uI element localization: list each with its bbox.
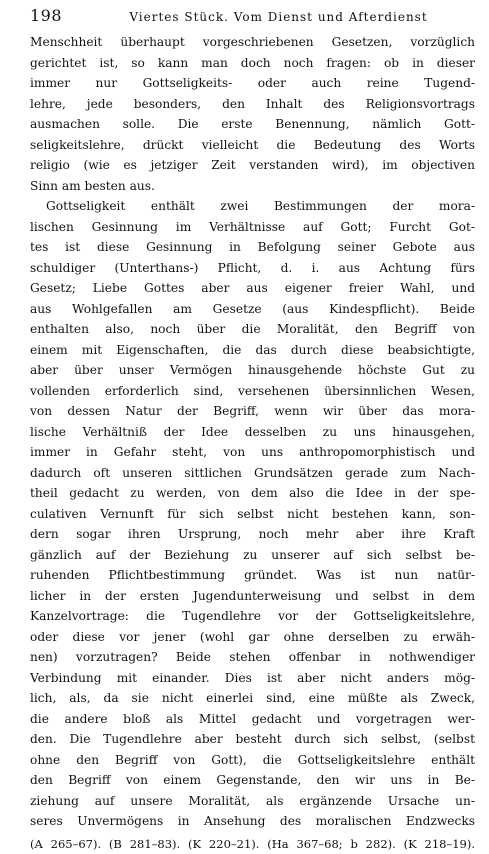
text-line: Gottseligkeit enthält zwei Bestimmungen der mora- bbox=[46, 199, 475, 213]
edition-references: (A 265–67). (B 281–83). (K 220–21). (Ha 367–68; b 282). (K 218–19). bbox=[30, 836, 475, 851]
text-line: tes ist diese Gesinnung in Befolgung seiner Gebote aus bbox=[30, 240, 475, 254]
text-line: Kanzelvortrage: die Tugendlehre vor der Gottseligkeitslehre, bbox=[30, 609, 475, 623]
text-line: aus Wohlgefallen am Gesetze (aus Kindespflicht). Beide bbox=[30, 301, 475, 316]
text-line: licher in der ersten Jugendunterweisung und selbst in dem bbox=[30, 588, 475, 603]
text-line: seres Unvermögens in Ansehung des moralischen Endzwecks bbox=[30, 814, 475, 828]
text-line: lischen Gesinnung im Verhältnisse auf Gott; Furcht Got- bbox=[30, 219, 475, 234]
text-line: oder diese vor jener (wohl gar ohne derselben zu erwäh- bbox=[30, 629, 475, 644]
text-line: von dessen Natur der Begriff, wenn wir über das mora- bbox=[30, 404, 475, 418]
text-line: nen) vorzutragen? Beide stehen offenbar in nothwendiger bbox=[30, 650, 475, 664]
running-head: Viertes Stück. Vom Dienst und Afterdienst bbox=[129, 10, 428, 24]
text-line: ausmachen solle. Die erste Benennung, nämlich Gott- bbox=[30, 117, 475, 131]
text-line: lische Verhältniß der Idee desselben zu uns hinausgehen, bbox=[30, 424, 475, 439]
text-line: religio (wie es jetziger Zeit verstanden wird), im objectiven bbox=[30, 158, 475, 172]
text-line: immer nur Gottseligkeits- oder auch reine Tugend- bbox=[30, 76, 475, 90]
text-line: gänzlich auf der Beziehung zu unserer auf sich selbst be- bbox=[30, 547, 475, 562]
text-line: ohne den Begriff von Gott), die Gottseligkeitslehre enthält bbox=[30, 752, 475, 767]
text-line: Verbindung mit einander. Dies ist aber nicht anders mög- bbox=[30, 670, 475, 685]
text-line: lehre, jede besonders, den Inhalt des Religionsvortrags bbox=[30, 96, 475, 111]
text-line: ziehung auf unsere Moralität, als ergänzende Ursache un- bbox=[30, 793, 475, 808]
text-line: den. Die Tugendlehre aber besteht durch sich selbst, (selbst bbox=[30, 732, 475, 746]
text-line: die andere bloß als Mittel gedacht und vorgetragen wer- bbox=[30, 711, 475, 726]
text-line: Sinn am besten aus. bbox=[30, 178, 155, 193]
text-line: dadurch oft unseren sittlichen Grundsätzen gerade zum Nach- bbox=[30, 465, 475, 480]
body-text bbox=[30, 32, 475, 832]
page-number: 198 bbox=[30, 6, 63, 25]
text-line: Menschheit überhaupt vorgeschriebenen Gesetzen, vorzüglich bbox=[30, 35, 475, 49]
text-line: den Begriff von einem Gegenstande, den wir uns in Be- bbox=[30, 773, 475, 787]
text-line: schuldiger (Unterthans-) Pflicht, d. i. aus Achtung fürs bbox=[30, 260, 475, 275]
text-line: Gesetz; Liebe Gottes aber aus eigener freier Wahl, und bbox=[30, 281, 475, 295]
text-line: aber über unser Vermögen hinausgehende höchste Gut zu bbox=[30, 363, 475, 377]
text-line: gerichtet ist, so kann man doch noch fragen: ob in dieser bbox=[30, 55, 475, 70]
text-line: culativen Vernunft für sich selbst nicht bestehen kann, son- bbox=[30, 506, 475, 521]
text-line: enthalten also, noch über die Moralität, den Begriff von bbox=[30, 322, 475, 336]
page-header bbox=[30, 6, 475, 30]
text-line: ruhenden Pflichtbestimmung gründet. Was ist nun natür- bbox=[30, 568, 475, 582]
text-line: dern sogar ihren Ursprung, noch mehr aber ihre Kraft bbox=[30, 527, 475, 541]
text-line: theil gedacht zu werden, von dem also die Idee in der spe- bbox=[30, 486, 475, 500]
text-line: immer in Gefahr steht, von uns anthropomorphistisch und bbox=[30, 445, 475, 459]
text-line: vollenden erforderlich sind, versehenen übersinnlichen Wesen, bbox=[30, 383, 475, 398]
text-line: lich, als, da sie nicht einerlei sind, eine müßte als Zweck, bbox=[30, 691, 475, 705]
text-line: seligkeitslehre, drückt vielleicht die Bedeutung des Worts bbox=[30, 137, 475, 152]
text-line: einem mit Eigenschaften, die das durch diese beabsichtigte, bbox=[30, 342, 475, 357]
